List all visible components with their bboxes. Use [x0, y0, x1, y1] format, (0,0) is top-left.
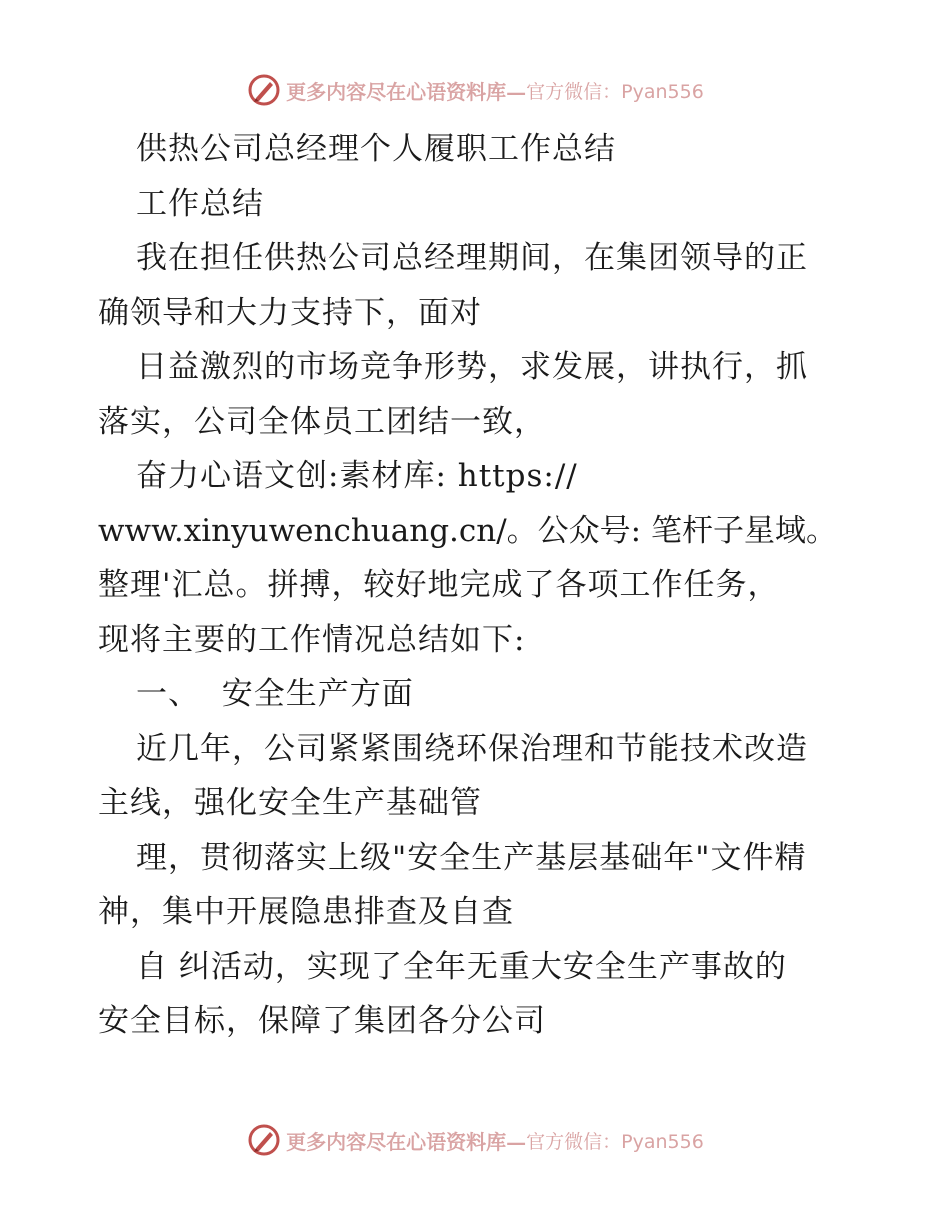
paragraph-line: 整理'汇总。拼搏，较好地完成了各项工作任务， [98, 567, 780, 603]
banner-sub-text: 官方微信：Pyan556 [526, 80, 704, 103]
banner-sub-text: 官方微信：Pyan556 [526, 1130, 704, 1153]
paragraph-line: 近几年，公司紧紧围绕环保治理和节能技术改造 [136, 730, 808, 767]
paragraph-line: 自 纠活动，实现了全年无重大安全生产事故的 [136, 948, 787, 985]
paragraph-line: 现将主要的工作情况总结如下: [98, 621, 526, 658]
paragraph-line: 奋力心语文创:素材库: https:// [136, 458, 578, 494]
paragraph-line: 主线，强化安全生产基础管 [98, 785, 482, 821]
banner-main-text: 更多内容尽在心语资料库— [286, 1129, 527, 1154]
paragraph-line: 确领导和大力支持下，面对 [98, 294, 482, 331]
header-banner [0, 70, 950, 110]
document-body [98, 122, 858, 1049]
paragraph-line: 神，集中开展隐患排查及自查 [98, 894, 514, 930]
paragraph-line: 我在担任供热公司总经理期间，在集团领导的正 [136, 240, 808, 276]
paragraph-line: 安全目标，保障了集团各分公司 [98, 1003, 546, 1039]
doc-title: 供热公司总经理个人履职工作总结 [136, 131, 616, 167]
pen-logo-icon [246, 1122, 282, 1158]
doc-subtitle: 工作总结 [136, 185, 264, 222]
paragraph-line: 日益激烈的市场竞争形势，求发展，讲执行，抓 [136, 349, 808, 385]
pen-logo-icon [246, 72, 282, 108]
paragraph-line: 落实，公司全体员工团结一致， [98, 403, 546, 440]
paragraph-line: www.xinyuwenchuang.cn/。公众号: 笔杆子星域。 [98, 512, 837, 549]
paragraph-line: 理，贯彻落实上级"安全生产基层基础年"文件精 [136, 839, 807, 876]
section-heading: 一、 安全生产方面 [136, 676, 414, 712]
footer-banner [0, 1120, 950, 1160]
banner-main-text: 更多内容尽在心语资料库— [286, 79, 527, 104]
